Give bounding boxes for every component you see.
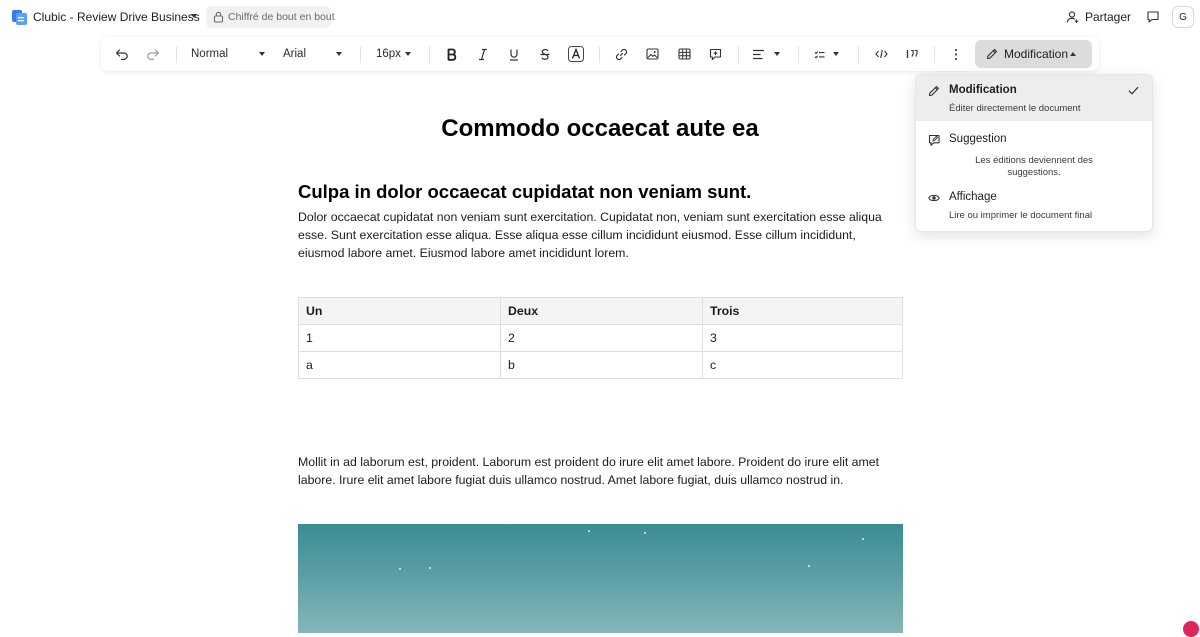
menu-item-title: Affichage xyxy=(949,191,997,203)
image-detail xyxy=(399,568,401,570)
paragraph[interactable]: Mollit in ad laborum est, proident. Laborum est proident do irure elit amet labore. Proident do irure elit amet labore. Irure elit amet labore fugiat duis ullamco nostrud. Amet labore fugiat, duis ullamco nostrud in. xyxy=(298,455,879,487)
font-size-value: 16px xyxy=(376,48,401,60)
table-header-cell[interactable]: Deux xyxy=(501,298,703,325)
menu-item-modification[interactable] xyxy=(916,75,1152,121)
image-detail xyxy=(644,532,646,534)
chevron-down-icon xyxy=(259,52,265,56)
image-detail xyxy=(588,530,590,532)
font-size-select[interactable] xyxy=(376,37,411,71)
comments-icon[interactable] xyxy=(1146,10,1160,24)
lock-icon xyxy=(213,11,224,23)
list-icon xyxy=(814,50,825,59)
table-cell[interactable]: 1 xyxy=(299,325,501,352)
link-button[interactable] xyxy=(611,37,631,71)
italic-button[interactable] xyxy=(473,37,493,71)
document-table[interactable] xyxy=(298,297,903,379)
toolbar-divider xyxy=(176,46,177,63)
redo-icon xyxy=(146,48,160,60)
table-cell[interactable]: 2 xyxy=(501,325,703,352)
redo-button[interactable] xyxy=(143,37,163,71)
suggestion-icon xyxy=(928,134,941,147)
comment-icon xyxy=(709,48,722,61)
menu-item-title: Suggestion xyxy=(949,133,1007,145)
toolbar-divider xyxy=(599,46,600,63)
top-bar xyxy=(0,0,1200,36)
table-cell[interactable]: a xyxy=(299,352,501,379)
mode-label: Modification xyxy=(1004,47,1069,61)
text-color-icon xyxy=(568,46,584,62)
link-icon xyxy=(615,48,628,61)
table-button[interactable] xyxy=(674,37,694,71)
block-style-value: Normal xyxy=(191,48,229,60)
menu-item-description: suggestions. xyxy=(1007,167,1061,178)
code-button[interactable] xyxy=(871,37,891,71)
chevron-down-icon xyxy=(336,52,342,56)
text-color-button[interactable] xyxy=(566,37,586,71)
block-style-select[interactable] xyxy=(191,37,265,71)
document-heading[interactable]: Commodo occaecat aute ea xyxy=(441,115,759,142)
more-icon xyxy=(954,48,958,61)
menu-item-description: Éditer directement le document xyxy=(949,103,1081,114)
embedded-image[interactable] xyxy=(298,524,903,633)
code-icon xyxy=(875,49,888,59)
menu-item-affichage[interactable] xyxy=(916,185,1152,229)
align-icon xyxy=(752,49,765,60)
table-header-row xyxy=(299,298,903,325)
image-detail xyxy=(429,567,431,569)
chevron-up-icon xyxy=(1070,52,1076,56)
align-dropdown[interactable] xyxy=(752,37,780,71)
image-button[interactable] xyxy=(642,37,662,71)
section-heading[interactable]: Culpa in dolor occaecat cupidatat non veniam sunt. xyxy=(298,181,752,202)
toolbar-divider xyxy=(738,46,739,63)
table-row xyxy=(299,325,903,352)
table-row xyxy=(299,352,903,379)
mode-menu xyxy=(915,74,1153,232)
editor-toolbar xyxy=(101,37,1099,71)
strikethrough-icon xyxy=(539,48,551,61)
notification-badge[interactable] xyxy=(1183,621,1199,637)
chevron-down-icon xyxy=(405,52,411,56)
bold-icon xyxy=(446,48,458,61)
eye-icon xyxy=(928,193,940,203)
toolbar-divider xyxy=(858,46,859,63)
table-header-cell[interactable]: Un xyxy=(299,298,501,325)
menu-item-title: Modification xyxy=(949,84,1017,96)
image-icon xyxy=(646,48,659,60)
underline-button[interactable] xyxy=(504,37,524,71)
image-detail xyxy=(862,538,864,540)
share-button[interactable] xyxy=(1066,7,1136,29)
table-icon xyxy=(678,48,691,60)
toolbar-divider xyxy=(429,46,430,63)
encryption-label: Chiffré de bout en bout xyxy=(228,11,335,23)
table-cell[interactable]: c xyxy=(703,352,903,379)
bold-button[interactable] xyxy=(442,37,462,71)
pencil-icon xyxy=(928,85,940,97)
list-dropdown[interactable] xyxy=(814,37,839,71)
italic-icon xyxy=(477,48,489,61)
toolbar-divider xyxy=(934,46,935,63)
document-title[interactable]: Clubic - Review Drive Business xyxy=(33,10,200,24)
share-user-icon xyxy=(1066,10,1080,24)
menu-item-description: Lire ou imprimer le document final xyxy=(949,210,1093,221)
mode-dropdown-button[interactable] xyxy=(975,40,1092,68)
user-avatar[interactable]: G xyxy=(1172,6,1194,28)
share-label: Partager xyxy=(1085,10,1132,24)
strikethrough-button[interactable] xyxy=(535,37,555,71)
check-icon xyxy=(1128,86,1139,95)
paragraph[interactable]: Dolor occaecat cupidatat non veniam sunt exercitation. Cupidatat non, veniam sunt exercitation esse aliqua esse. Sunt exercitation esse aliqua. Esse aliqua esse cillum incididunt eiusmod. Esse cillum incididunt, eiusmod labore amet. Eiusmod labore amet incididunt lorem. xyxy=(298,210,882,260)
font-family-value: Arial xyxy=(283,48,307,60)
quote-icon xyxy=(906,49,919,59)
toolbar-divider xyxy=(360,46,361,63)
title-chevron-down-icon[interactable] xyxy=(191,14,197,18)
image-detail xyxy=(808,565,810,567)
quote-button[interactable] xyxy=(902,37,922,71)
undo-icon xyxy=(115,48,129,60)
chevron-down-icon xyxy=(774,52,780,56)
menu-item-suggestion[interactable] xyxy=(916,127,1152,179)
table-header-cell[interactable]: Trois xyxy=(703,298,903,325)
undo-button[interactable] xyxy=(112,37,132,71)
comment-button[interactable] xyxy=(705,37,725,71)
encryption-badge xyxy=(206,6,335,28)
pencil-icon xyxy=(986,48,998,60)
table-cell[interactable]: b xyxy=(501,352,703,379)
table-cell[interactable]: 3 xyxy=(703,325,903,352)
menu-item-description: Les éditions deviennent des xyxy=(975,155,1093,166)
font-family-select[interactable] xyxy=(283,37,342,71)
more-options-button[interactable] xyxy=(947,37,965,71)
chevron-down-icon xyxy=(833,52,839,56)
toolbar-divider xyxy=(798,46,799,63)
underline-icon xyxy=(508,48,520,61)
app-logo-icon[interactable] xyxy=(12,10,27,25)
